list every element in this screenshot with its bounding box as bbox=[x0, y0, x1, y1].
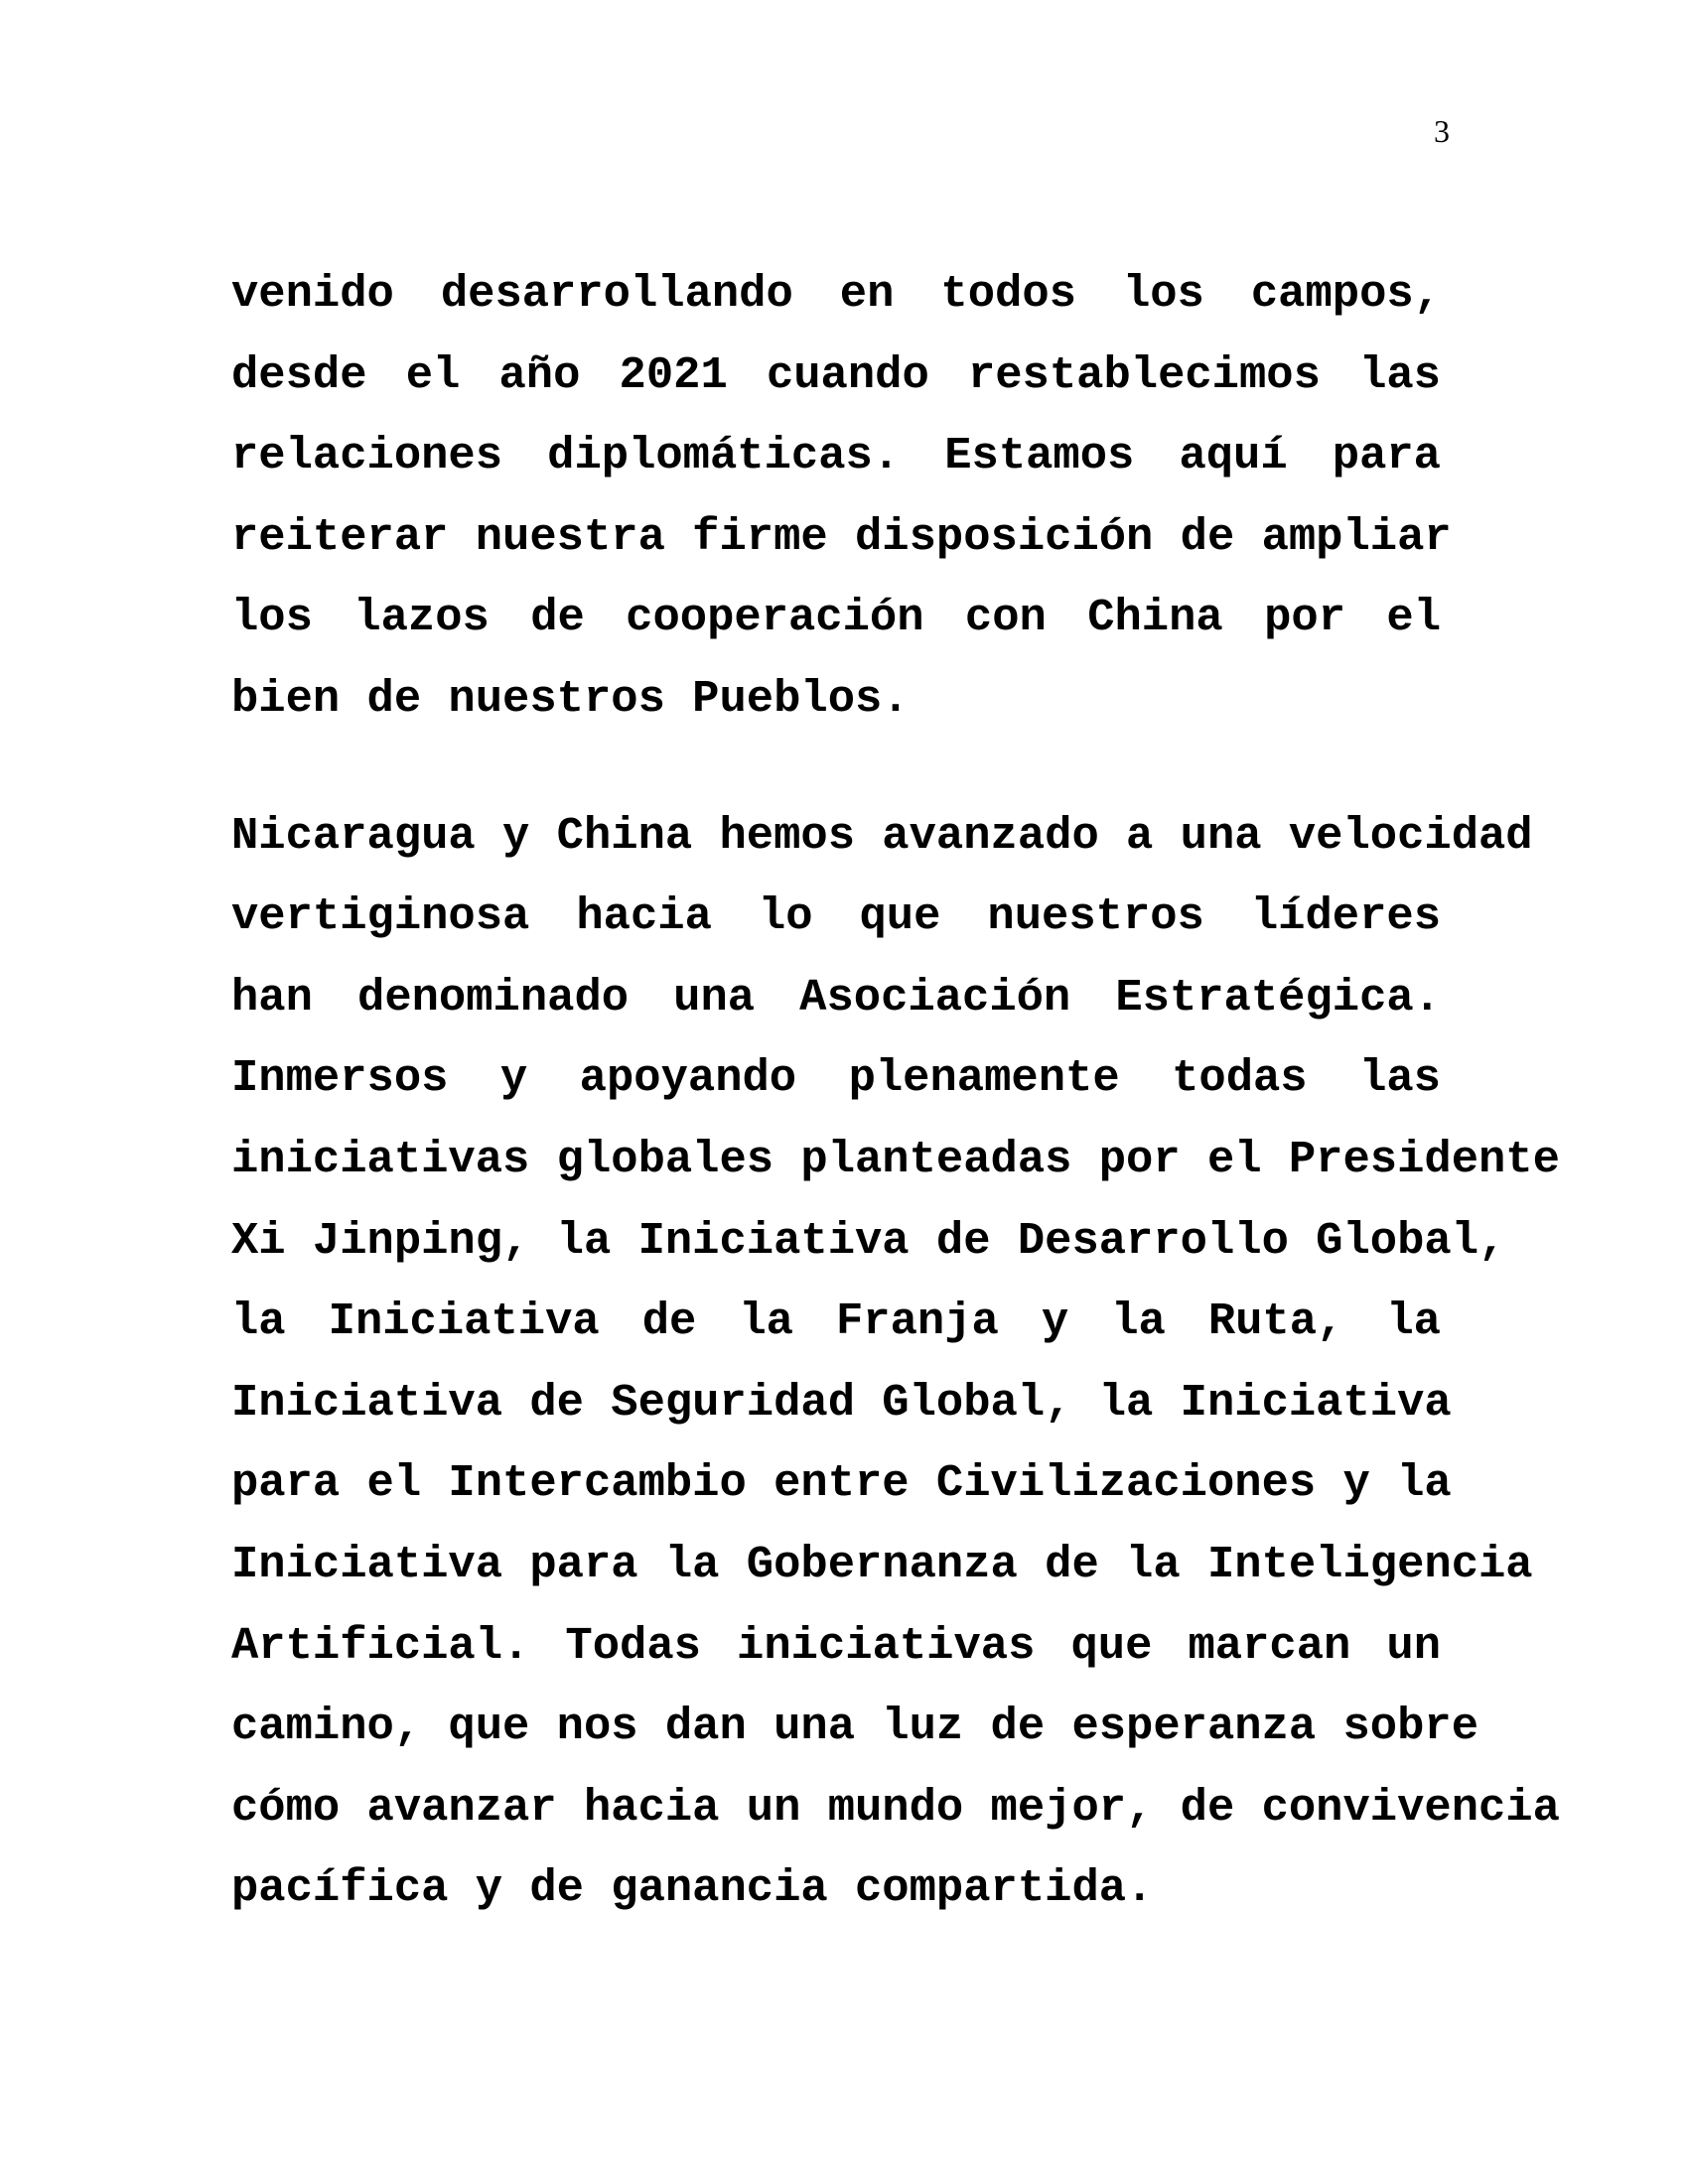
text-line: la Iniciativa de la Franja y la Ruta, la bbox=[231, 1296, 1441, 1348]
text-line: Iniciativa de Seguridad Global, la Iniciativa bbox=[231, 1376, 1452, 1429]
document-body bbox=[231, 254, 1560, 1930]
paragraph-2 bbox=[231, 796, 1560, 1930]
text-line: Iniciativa para la Gobernanza de la Inteligencia bbox=[231, 1538, 1533, 1590]
text-line: relaciones diplomáticas. Estamos aquí para bbox=[231, 430, 1441, 482]
text-line: venido desarrollando en todos los campos, bbox=[231, 268, 1441, 320]
text-line: pacífica y de ganancia compartida. bbox=[231, 1862, 1154, 1915]
text-line: Inmersos y apoyando plenamente todas las bbox=[231, 1052, 1441, 1105]
text-line: desde el año 2021 cuando restablecimos las bbox=[231, 348, 1441, 401]
text-line: camino, que nos dan una luz de esperanza sobre bbox=[231, 1701, 1479, 1753]
text-line: para el Intercambio entre Civilizaciones y la bbox=[231, 1457, 1452, 1510]
text-line: reiterar nuestra firme disposición de ampliar bbox=[231, 510, 1452, 563]
text-line: los lazos de cooperación con China por el bbox=[231, 592, 1441, 644]
text-line: bien de nuestros Pueblos. bbox=[231, 672, 910, 725]
text-line: iniciativas globales planteadas por el Presidente bbox=[231, 1133, 1560, 1185]
text-line: han denominado una Asociación Estratégica. bbox=[231, 971, 1441, 1024]
paragraph-1 bbox=[231, 254, 1452, 741]
text-line: Xi Jinping, la Iniciativa de Desarrollo Global, bbox=[231, 1214, 1506, 1267]
text-line: Artificial. Todas iniciativas que marcan un bbox=[231, 1619, 1441, 1672]
text-line: Nicaragua y China hemos avanzado a una velocidad bbox=[231, 809, 1533, 862]
text-line: cómo avanzar hacia un mundo mejor, de convivencia bbox=[231, 1781, 1560, 1834]
text-line: vertiginosa hacia lo que nuestros líderes bbox=[231, 890, 1441, 943]
page-number: 3 bbox=[1434, 113, 1450, 149]
